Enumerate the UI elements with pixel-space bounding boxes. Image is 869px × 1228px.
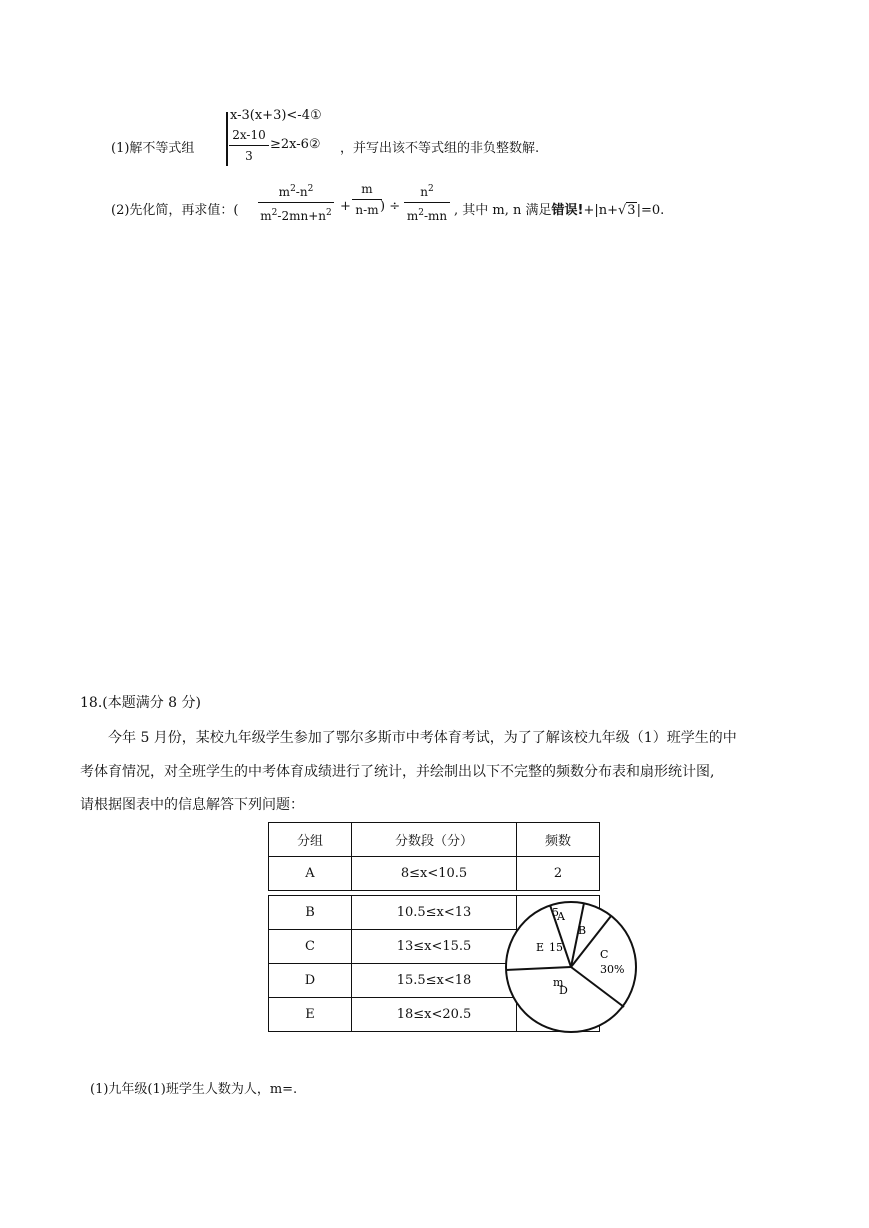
- plus-sign: +: [340, 199, 351, 214]
- fraction-3-bar: [404, 202, 450, 203]
- pie-label-c-percent: 30%: [600, 963, 625, 976]
- q18-header: 18.(本题满分 8 分): [80, 695, 201, 711]
- q18-subquestion-1: (1)九年级(1)班学生人数为人，m=.: [90, 1082, 298, 1097]
- error-text: 错误!: [551, 203, 584, 218]
- pie-label-b: B: [578, 924, 587, 937]
- fraction-numerator: 2x-10: [232, 128, 266, 142]
- fraction-2-denominator: n-m: [355, 203, 379, 217]
- pie-chart: [500, 896, 645, 1038]
- q18-paragraph-line-3: 请根据图表中的信息解答下列问题：: [80, 797, 304, 813]
- table-row: [269, 857, 600, 891]
- table-cell: D: [269, 964, 352, 998]
- system-brace: [226, 112, 228, 166]
- table-cell: 18≤x<20.5: [352, 998, 517, 1032]
- pie-label-a: A: [557, 910, 565, 923]
- table-header-cell: 分数段（分）: [352, 823, 517, 857]
- fraction-1-numerator: $m^2-n^2$: [278, 184, 314, 199]
- fraction-2: [352, 182, 382, 217]
- pie-label-a-value: 5: [552, 906, 559, 919]
- q18-paragraph-line-1: 今年 5 月份，某校九年级学生参加了鄂尔多斯市中考体育考试，为了了解该校九年级（1）班学生的中: [108, 730, 737, 746]
- pie-label-e-value: 15: [549, 941, 563, 954]
- fraction-1-denominator: $m^2-2mn+n^2$: [260, 208, 332, 223]
- q18-paragraph-line-2: 考体育情况，对全班学生的中考体育成绩进行了统计，并绘制出以下不完整的频数分布表和扇形统计图,: [80, 764, 715, 780]
- q17-part2-prefix: (2)先化简，再求值：(: [111, 203, 239, 218]
- table-cell: A: [269, 857, 352, 891]
- fraction-denominator: 3: [245, 149, 253, 163]
- table-header-cell: 频数: [517, 823, 600, 857]
- table-cell: 10.5≤x<13: [352, 896, 517, 930]
- q17-part1-prefix: (1)解不等式组: [111, 141, 195, 156]
- inequality-2-rest: ≥2x-6②: [270, 137, 321, 152]
- tail-text-c: |=0.: [636, 203, 665, 218]
- tail-text-a: , 其中 m, n 满足: [454, 203, 552, 218]
- fraction-1-bar: [258, 202, 334, 203]
- pie-label-d: D: [559, 984, 568, 997]
- table-cell: 8≤x<10.5: [352, 857, 517, 891]
- table-cell: B: [269, 896, 352, 930]
- q17-part1-suffix: ，并写出该不等式组的非负整数解.: [340, 141, 540, 156]
- fraction-bar: [229, 145, 269, 146]
- table-cell: E: [269, 998, 352, 1032]
- table-header-cell: 分组: [269, 823, 352, 857]
- fraction-3: [404, 182, 450, 223]
- fraction-2-numerator: m: [361, 182, 373, 196]
- tail-text-b: +|n+: [583, 203, 618, 218]
- fraction-2-bar: [352, 199, 382, 200]
- table-cell: 15.5≤x<18: [352, 964, 517, 998]
- fraction-3-denominator: $m^2-mn$: [406, 208, 448, 223]
- fraction-3-numerator: $n^2$: [420, 184, 434, 199]
- frequency-table-top: [268, 822, 600, 891]
- sqrt-value: 3: [627, 203, 636, 218]
- inequality-2-fraction: [229, 128, 269, 163]
- table-cell: 13≤x<15.5: [352, 930, 517, 964]
- table-header-row: [269, 823, 600, 857]
- pie-label-d-value: m: [553, 976, 564, 989]
- pie-label-e: E: [536, 941, 545, 954]
- q17-part2-tail: , 其中 m, n 满足错误!+|n+√3|=0.: [454, 203, 665, 218]
- fraction-1: [258, 182, 334, 223]
- inequality-1: x-3(x+3)<-4①: [230, 108, 322, 123]
- table-cell: C: [269, 930, 352, 964]
- pie-label-c: C: [600, 948, 609, 961]
- close-divide: ) ÷: [380, 199, 401, 214]
- table-cell: 2: [517, 857, 600, 891]
